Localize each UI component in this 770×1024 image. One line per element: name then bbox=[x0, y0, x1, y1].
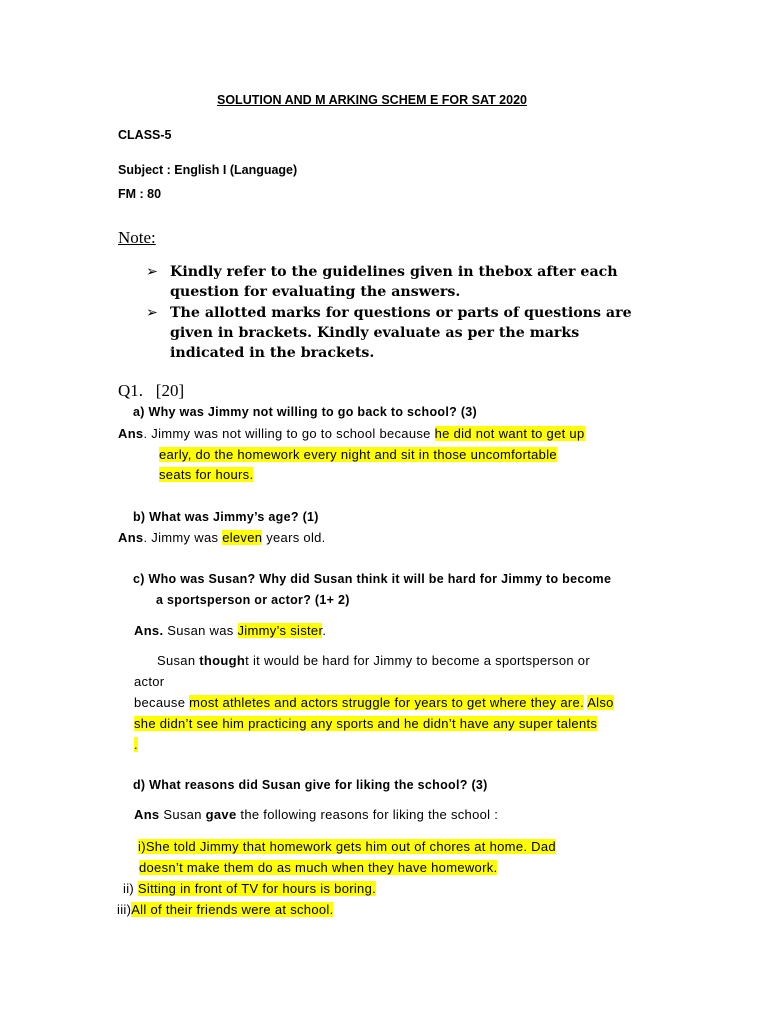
answer-label: Ans bbox=[134, 807, 160, 822]
note-bullet-1-line-2: question for evaluating the answers. bbox=[170, 284, 461, 300]
answer-a-line-2: early, do the homework every night and sit in those uncomfortable bbox=[159, 447, 557, 462]
note-bullet-1-line-1: Kindly refer to the guidelines given in thebox after each bbox=[170, 264, 618, 280]
note-bullet-2 bbox=[146, 303, 632, 363]
question-d: d) What reasons did Susan give for liking the school? (3) bbox=[133, 778, 488, 792]
highlighted-answer: eleven bbox=[222, 530, 263, 545]
document-title: SOLUTION AND M ARKING SCHEM E FOR SAT 2020 bbox=[217, 93, 527, 107]
answer-c-line-1 bbox=[134, 623, 326, 638]
answer-d-bold: gave bbox=[205, 807, 237, 822]
answer-d-line-1 bbox=[134, 807, 498, 822]
question-c-line-2: a sportsperson or actor? (1+ 2) bbox=[156, 593, 350, 607]
answer-c-text: Susan was bbox=[163, 623, 238, 638]
answer-d-text-end: the following reasons for liking the school : bbox=[236, 807, 499, 822]
answer-c-line-3: actor bbox=[134, 674, 165, 689]
note-bullet-2-line-1: The allotted marks for questions or parts of questions are bbox=[170, 305, 632, 321]
note-heading: Note: bbox=[118, 228, 156, 247]
class-label: CLASS-5 bbox=[118, 128, 172, 142]
arrow-bullet-icon: ➢ bbox=[146, 305, 158, 321]
highlighted-answer: most athletes and actors struggle for years to get where they are. bbox=[189, 695, 584, 710]
highlighted-answer: he did not want to get up bbox=[434, 426, 585, 441]
note-bullet-2-line-3: indicated in the brackets. bbox=[170, 345, 375, 361]
answer-a-line-1 bbox=[118, 426, 585, 441]
arrow-bullet-icon: ➢ bbox=[146, 264, 158, 280]
question-1-label: Q1. bbox=[118, 381, 144, 400]
reason-1-line-1: i)She told Jimmy that homework gets him out of chores at home. Dad bbox=[138, 839, 556, 854]
question-c-line-1: c) Who was Susan? Why did Susan think it will be hard for Jimmy to become bbox=[133, 572, 612, 586]
answer-c-line-4-start: because bbox=[134, 695, 190, 710]
question-1-marks: [20] bbox=[155, 381, 185, 400]
note-bullet-1 bbox=[146, 262, 618, 302]
highlighted-answer: Jimmy’s sister bbox=[237, 623, 323, 638]
answer-c-line-5: she didn’t see him practicing any sports and he didn’t have any super talents bbox=[134, 716, 598, 731]
reason-2 bbox=[123, 881, 376, 896]
answer-label: Ans bbox=[118, 426, 144, 441]
reason-1-line-2: doesn’t make them do as much when they have homework. bbox=[139, 860, 498, 875]
answer-a-line-3: seats for hours. bbox=[159, 467, 254, 482]
question-1-heading bbox=[118, 381, 184, 401]
full-marks-label: FM : 80 bbox=[118, 187, 162, 201]
answer-c-line-2 bbox=[157, 653, 590, 668]
answer-d-text: Susan bbox=[159, 807, 206, 822]
answer-b-text: . Jimmy was bbox=[143, 530, 223, 545]
answer-c-line-2-end: t it would be hard for Jimmy to become a sportsperson or bbox=[245, 653, 590, 668]
question-b: b) What was Jimmy’s age? (1) bbox=[133, 510, 319, 524]
answer-c-line-4 bbox=[134, 695, 614, 710]
reason-2-number: ii) bbox=[123, 881, 138, 896]
reason-3 bbox=[117, 902, 333, 917]
highlighted-answer: All of their friends were at school. bbox=[131, 902, 334, 917]
highlighted-answer: Also bbox=[587, 695, 614, 710]
question-a: a) Why was Jimmy not willing to go back to school? (3) bbox=[133, 405, 478, 419]
answer-b-text-end: years old. bbox=[262, 530, 326, 545]
answer-b bbox=[118, 530, 326, 545]
answer-label: Ans bbox=[118, 530, 144, 545]
subject-label: Subject : English I (Language) bbox=[118, 163, 298, 177]
answer-label: Ans. bbox=[134, 623, 164, 638]
answer-c-line-2-bold: though bbox=[199, 653, 246, 668]
highlighted-answer: Sitting in front of TV for hours is boring. bbox=[137, 881, 377, 896]
answer-c-line-6: . bbox=[134, 737, 138, 752]
note-bullet-2-line-2: given in brackets. Kindly evaluate as per the marks bbox=[170, 325, 580, 341]
reason-3-number: iii) bbox=[117, 902, 132, 917]
answer-a-text: . Jimmy was not willing to go to school because bbox=[143, 426, 435, 441]
answer-c-text-end: . bbox=[322, 623, 327, 638]
answer-c-line-2-start: Susan bbox=[157, 653, 200, 668]
